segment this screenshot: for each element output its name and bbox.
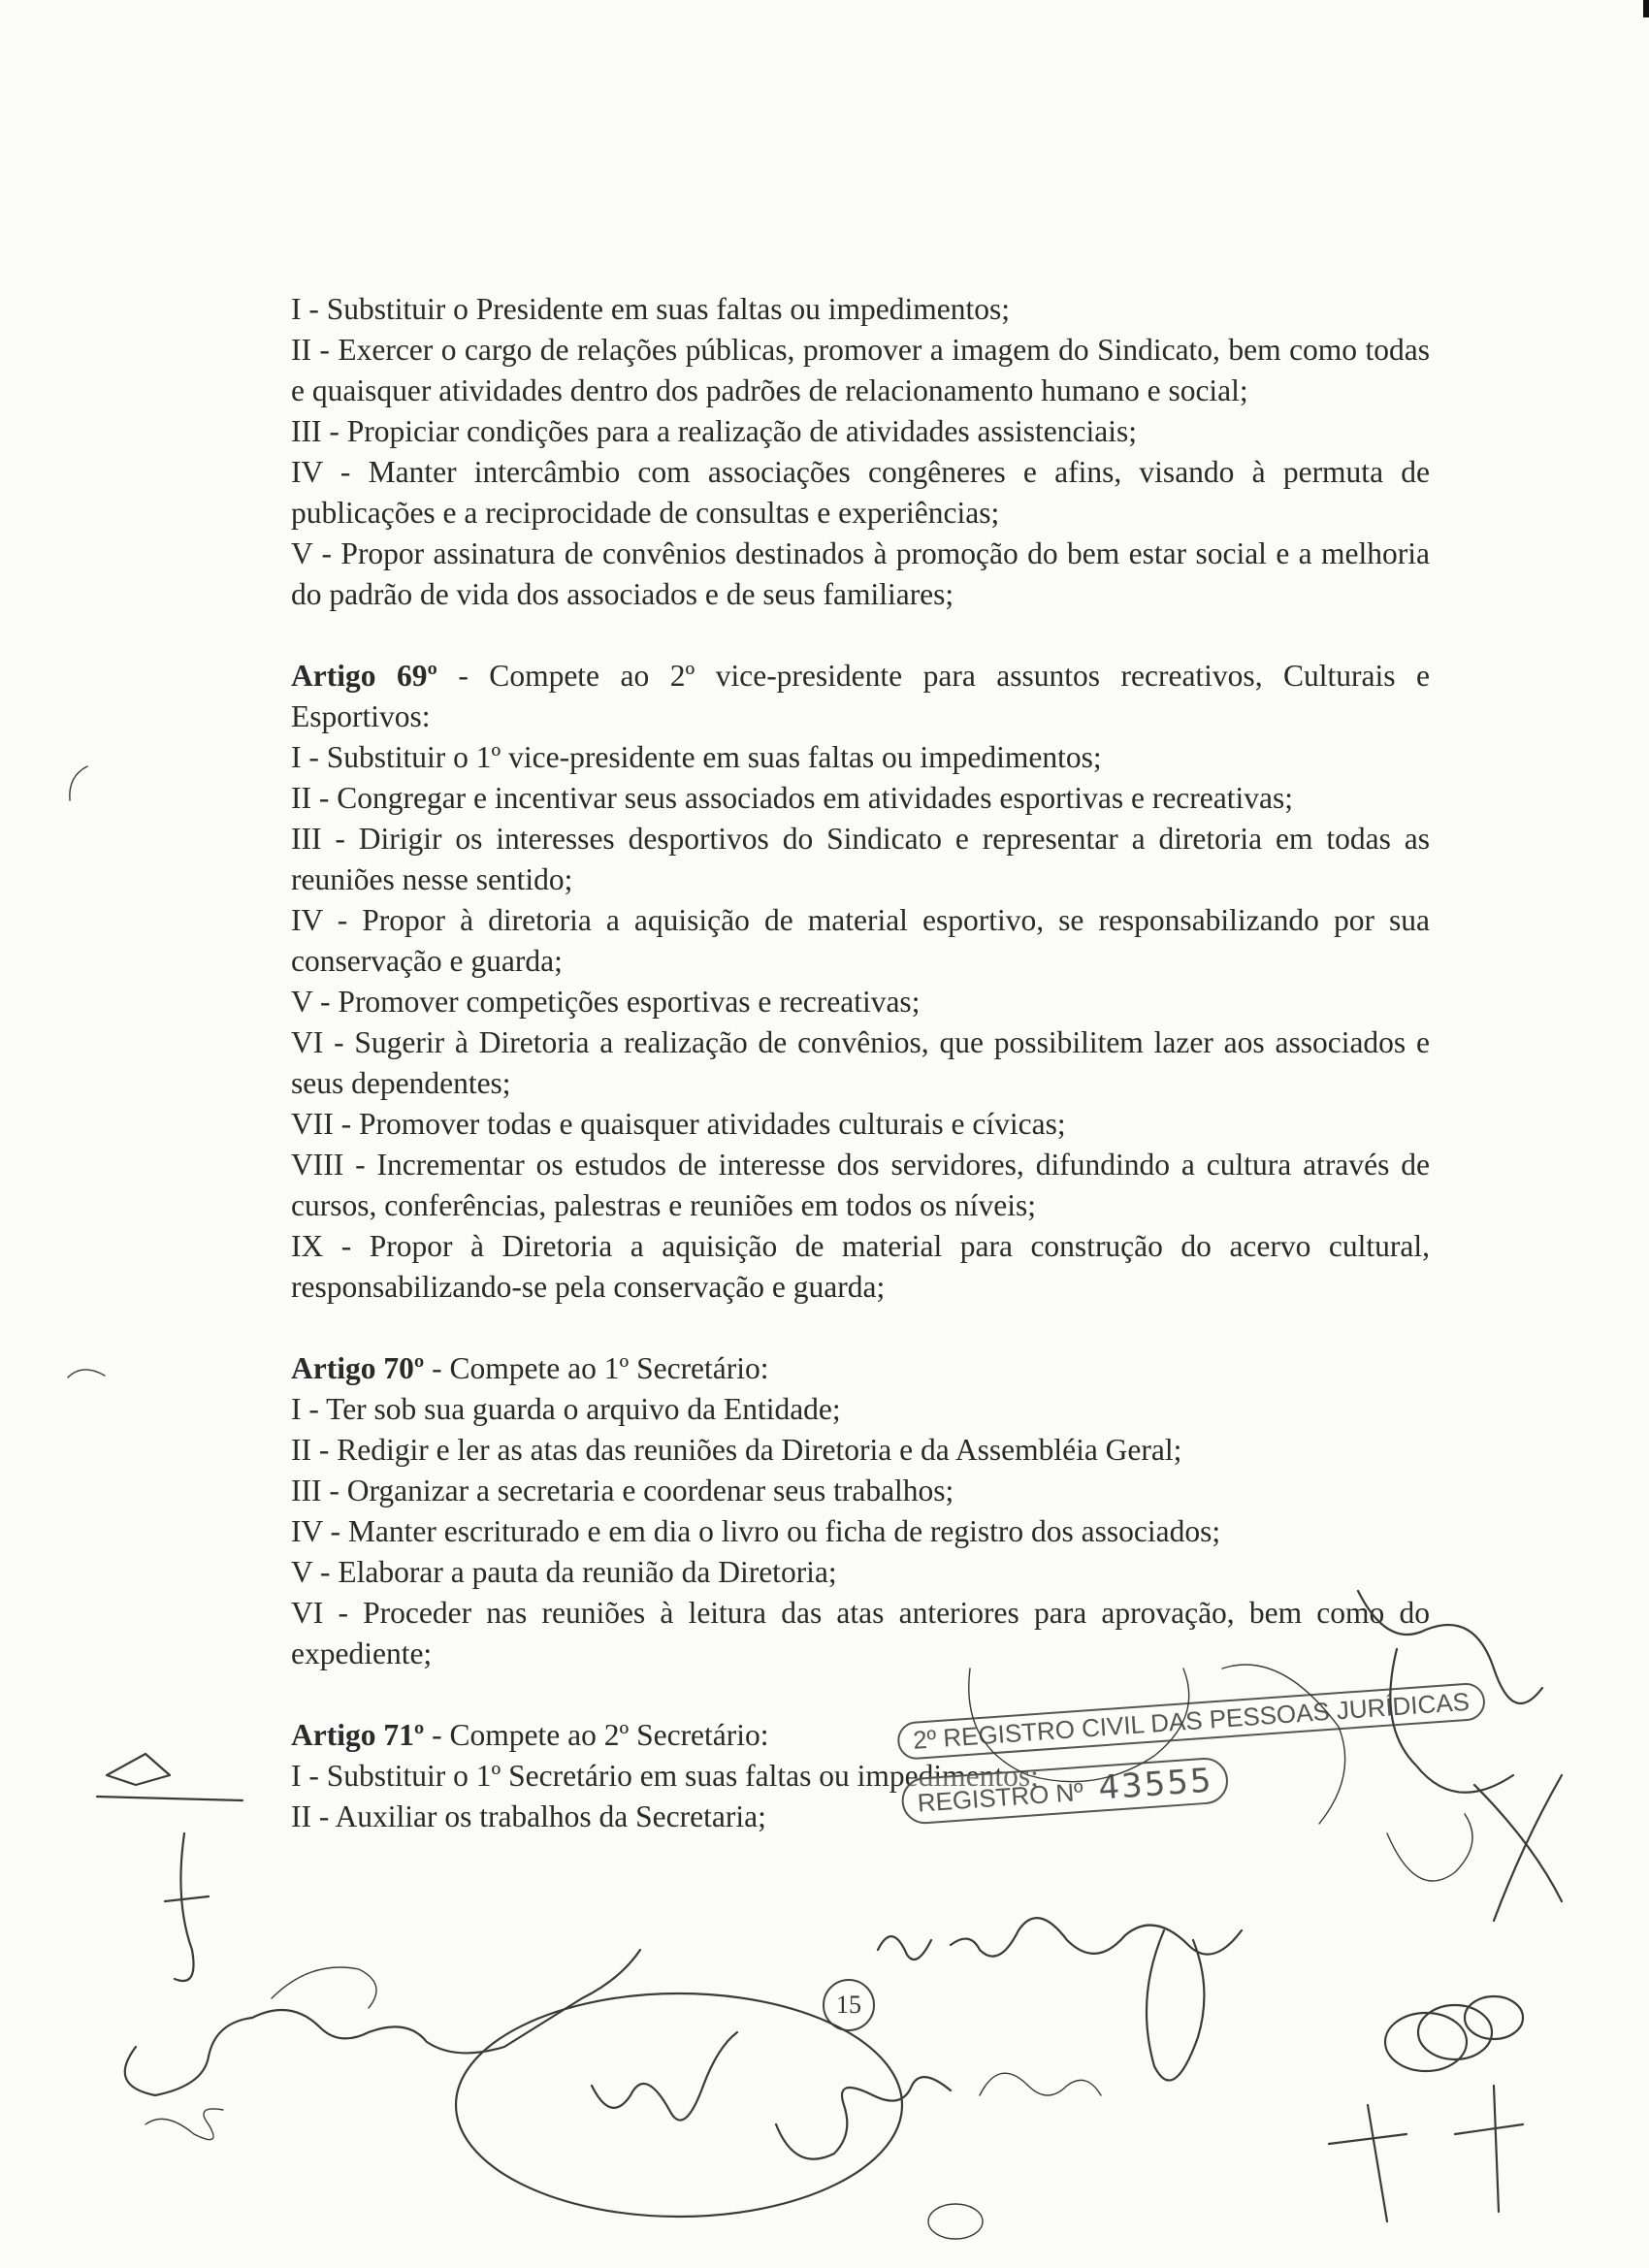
stamp-registry-number-row	[900, 1756, 1230, 1825]
clause-line: II - Exercer o cargo de relações públicas, promover a imagem do Sindicato, bem como todas e quaisquer atividades dentro dos padrões de relacionamento humano e social;	[291, 333, 1430, 407]
article-text: - Compete ao 2º vice-presidente para assuntos recreativos, Culturais e Esportivos:	[291, 659, 1431, 733]
loop-signature	[980, 2073, 1101, 2095]
margin-mark	[68, 1370, 105, 1377]
left-rubric-signature	[97, 1754, 242, 1800]
clause-line: I - Substituir o 1º Secretário em suas faltas ou impedimentos;	[291, 1759, 1039, 1793]
stamp-number: 43555	[1097, 1761, 1214, 1808]
stamp-registry-name: 2º REGISTRO CIVIL DAS PESSOAS JURÍDICAS	[896, 1682, 1486, 1761]
article-text: - Compete ao 2º Secretário:	[424, 1718, 769, 1752]
clause-line: V - Promover competições esportivas e recreativas;	[291, 985, 921, 1019]
clause-line: IV - Manter escriturado e em dia o livro ou ficha de registro dos associados;	[291, 1514, 1221, 1548]
right-signature	[1147, 1930, 1204, 2081]
scan-corner-mark	[1643, 0, 1649, 17]
clause-line: IV - Propor à diretoria a aquisição de material esportivo, se responsabilizando por sua conservação e guarda;	[291, 903, 1430, 978]
clause-line: VI - Proceder nas reuniões à leitura das atas anteriores para aprovação, bem como do expediente;	[291, 1596, 1430, 1670]
clause-line: III - Propiciar condições para a realização de atividades assistenciais;	[291, 414, 1137, 448]
article-number: Artigo 71º	[291, 1718, 425, 1752]
clause-line: VII - Promover todas e quaisquer atividades culturais e cívicas;	[291, 1107, 1066, 1141]
article-heading	[291, 656, 1430, 737]
article-heading	[291, 1348, 1430, 1389]
clause-line: III - Organizar a secretaria e coordenar seus trabalhos;	[291, 1474, 954, 1507]
clause-line: IX - Propor à Diretoria a aquisição de material para construção do acervo cultural, responsabilizando-se pela conservação e guarda;	[291, 1229, 1430, 1304]
article-number: Artigo 70º	[291, 1351, 425, 1385]
clause-line: III - Dirigir os interesses desportivos do Sindicato e representar a diretoria em todas as reuniões nesse sentido;	[291, 822, 1430, 896]
bottom-right-signature	[1329, 2086, 1523, 2221]
clause-line: I - Substituir o 1º vice-presidente em suas faltas ou impedimentos;	[291, 740, 1102, 774]
clause-line: VI - Sugerir à Diretoria a realização de convênios, que possibilitem lazer aos associados e seus dependentes;	[291, 1025, 1430, 1100]
article-number: Artigo 69º	[291, 659, 437, 693]
left-rubric-signature	[165, 1833, 209, 1981]
clause-line: V - Propor assinatura de convênios destinados à promoção do bem estar social e a melhoria do padrão de vida dos associados e de seus familiares;	[291, 536, 1430, 611]
clause-line: II - Redigir e ler as atas das reuniões da Diretoria e da Assembléia Geral;	[291, 1433, 1182, 1467]
article-text: - Compete ao 1º Secretário:	[424, 1351, 769, 1385]
margin-mark	[70, 766, 87, 800]
clause-line: II - Auxiliar os trabalhos da Secretaria;	[291, 1799, 766, 1833]
clause-line: VIII - Incrementar os estudos de interesse dos servidores, difundindo a cultura através de cursos, conferências, palestras e reuniões em todos os níveis;	[291, 1148, 1430, 1222]
loop-signature	[592, 2032, 737, 2121]
signature-russell	[125, 1950, 640, 2095]
bottom-right-signature	[1418, 2005, 1492, 2059]
loop-signature	[928, 2204, 983, 2239]
stamp-number-label: REGISTRO Nº	[916, 1776, 1084, 1818]
clause-line: V - Elaborar a pauta da reunião da Diretoria;	[291, 1555, 837, 1589]
clause-line: I - Ter sob sua guarda o arquivo da Entidade;	[291, 1392, 841, 1426]
clause-line: II - Congregar e incentivar seus associados em atividades esportivas e recreativas;	[291, 781, 1293, 815]
page-number: 15	[823, 1979, 875, 2031]
bottom-right-signature	[1385, 2013, 1467, 2071]
signature-alex	[878, 1918, 1242, 1960]
bottom-right-signature	[1465, 1996, 1523, 2039]
clause-line: I - Substituir o Presidente em suas faltas ou impedimentos;	[291, 292, 1011, 326]
clause-line: IV - Manter intercâmbio com associações congêneres e afins, visando à permuta de publicações e a reciprocidade de consultas e experiências;	[291, 455, 1430, 530]
right-signature	[1474, 1775, 1562, 1921]
signature-russell	[272, 1967, 376, 2008]
loop-signature	[776, 2077, 951, 2159]
signature-russell	[146, 2109, 223, 2140]
document-body	[291, 289, 1430, 1837]
